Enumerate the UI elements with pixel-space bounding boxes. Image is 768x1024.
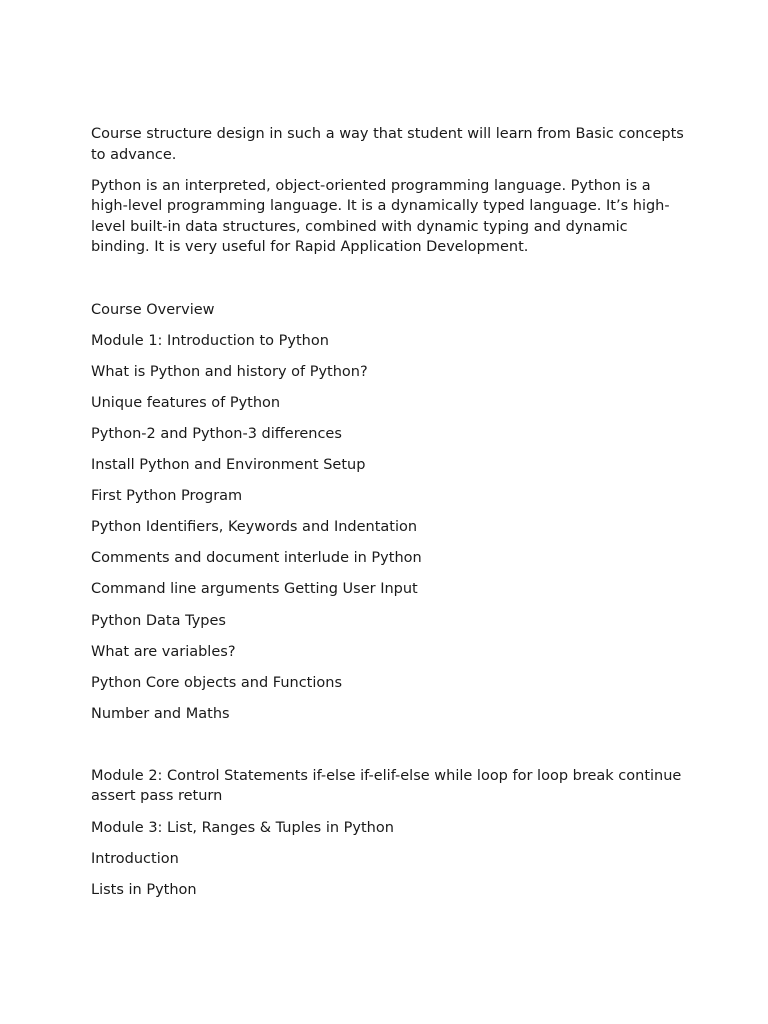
module-1-item: Comments and document interlude in Python <box>91 550 422 567</box>
module-1-title: Module 1: Introduction to Python <box>91 332 329 349</box>
intro-paragraph: Python is an interpreted, object-oriented programming language. Python is a high-level programming language. It is a dynamically typed language. It’s high-level built-in data structures, combined with dynamic typing and dynamic binding. It is very useful for Rapid Application Development. <box>91 177 670 256</box>
module-1-item: First Python Program <box>91 488 243 505</box>
spacer <box>91 269 688 300</box>
intro-paragraph: Course structure design in such a way that student will learn from Basic concepts to advance. <box>91 126 684 163</box>
module-3-item: Lists in Python <box>91 881 197 898</box>
module-1-item: Python Core objects and Functions <box>91 674 343 691</box>
module-1-item: What are variables? <box>91 643 236 660</box>
module-3-title: Module 3: List, Ranges & Tuples in Python <box>91 819 394 836</box>
module-2-title: Module 2: Control Statements if-else if-elif-else while loop for loop break continue assert pass return <box>91 767 682 805</box>
module-1-item: What is Python and history of Python? <box>91 363 368 380</box>
module-1-item: Python Identifiers, Keywords and Indentation <box>91 519 418 536</box>
course-overview-heading: Course Overview <box>91 301 215 318</box>
module-3-item: Introduction <box>91 850 179 867</box>
module-1-item: Python-2 and Python-3 differences <box>91 425 342 442</box>
module-1-item: Install Python and Environment Setup <box>91 457 366 474</box>
module-1-item: Number and Maths <box>91 705 230 722</box>
module-1-item: Command line arguments Getting User Input <box>91 581 418 598</box>
module-1-item: Python Data Types <box>91 612 226 629</box>
spacer <box>91 735 688 766</box>
module-1-item: Unique features of Python <box>91 394 281 411</box>
